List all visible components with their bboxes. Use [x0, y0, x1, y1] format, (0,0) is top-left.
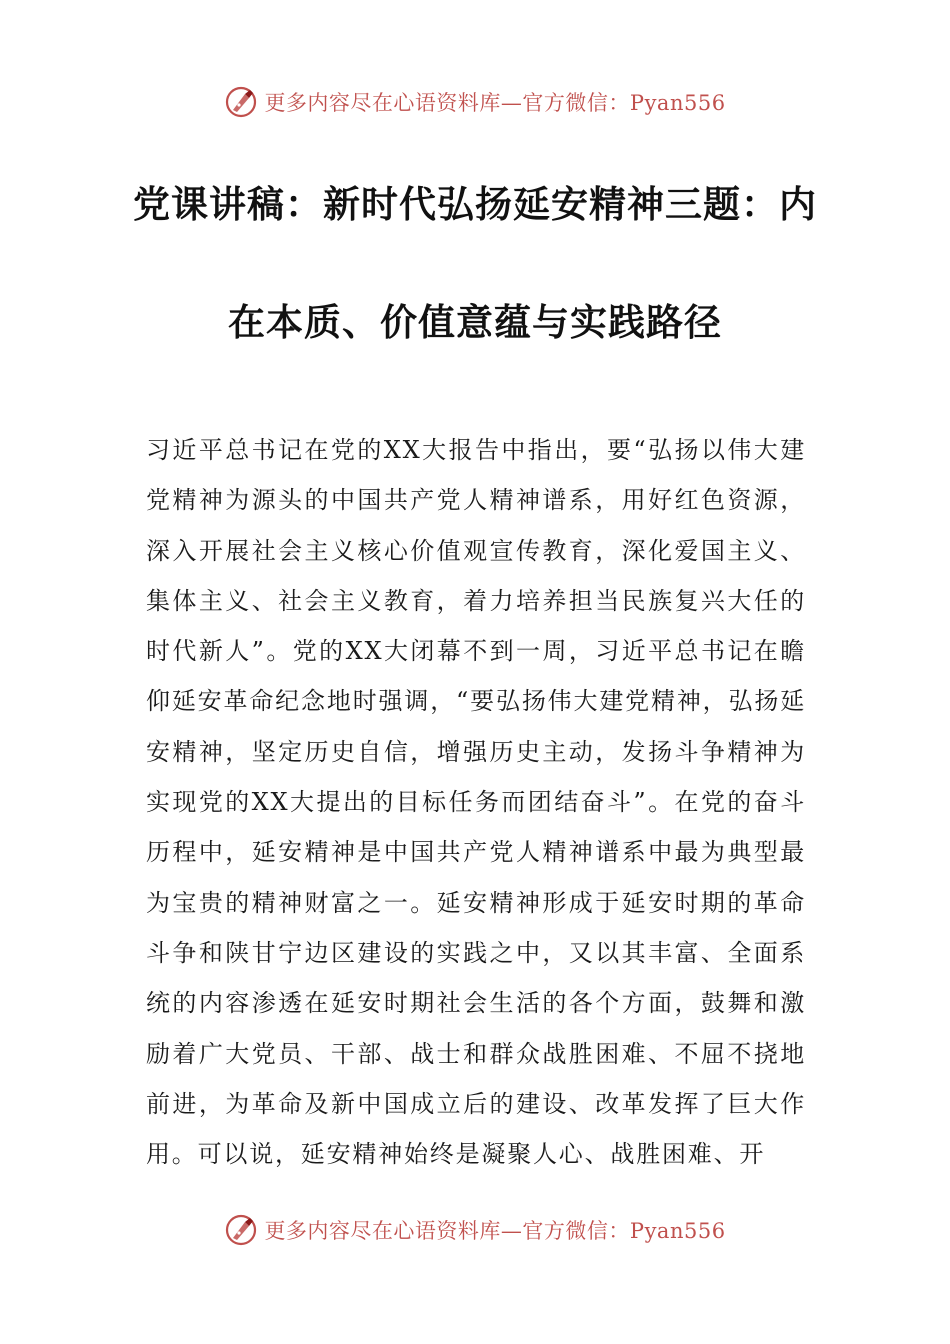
header-watermark-text: 更多内容尽在心语资料库—官方微信：Pyan556	[264, 91, 726, 115]
footer-watermark-text: 更多内容尽在心语资料库—官方微信：Pyan556	[264, 1219, 726, 1243]
header-watermark-banner	[0, 82, 950, 122]
body-paragraph: 习近平总书记在党的XX大报告中指出，要“弘扬以伟大建党精神为源头的中国共产党人精神谱系，用好红色资源，深入开展社会主义核心价值观宣传教育，深化爱国主义、集体主义、社会主义教育，着力培养担当民族复兴大任的时代新人”。党的XX大闭幕不到一周，习近平总书记在瞻仰延安革命纪念地时强调，“要弘扬伟大建党精神，弘扬延安精神，坚定历史自信，增强历史主动，发扬斗争精神为实现党的XX大提出的目标任务而团结奋斗”。在党的奋斗历程中，延安精神是中国共产党人精神谱系中最为典型最为宝贵的精神财富之一。延安精神形成于延安时期的革命斗争和陕甘宁边区建设的实践之中，又以其丰富、全面系统的内容渗透在延安时期社会生活的各个方面，鼓舞和激励着广大党员、干部、战士和群众战胜困难、不屈不挠地前进，为革命及新中国成立后的建设、改革发挥了巨大作用。可以说，延安精神始终是凝聚人心、战胜困难、开	[146, 436, 806, 1169]
pen-nib-logo-icon	[224, 85, 258, 119]
document-title-line-2: 在本质、价值意蕴与实践路径	[228, 301, 722, 344]
document-body	[146, 425, 806, 1179]
document-title-line-1: 党课讲稿：新时代弘扬延安精神三题：内	[133, 183, 817, 226]
pen-nib-logo-icon	[224, 1213, 258, 1247]
footer-watermark-banner	[0, 1210, 950, 1250]
